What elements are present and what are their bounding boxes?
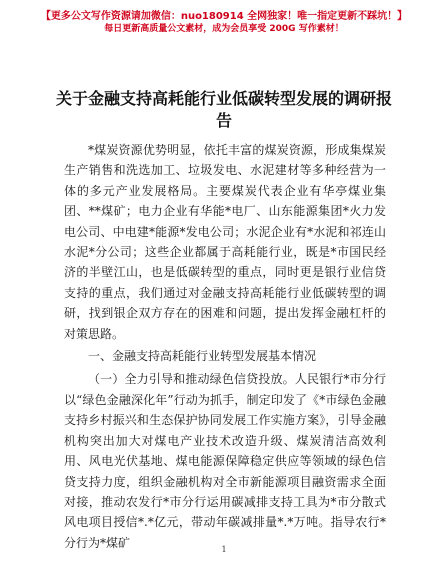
promo-banner-line-1: 【更多公文写作资源请加微信：nuo180914 全网独家！唯一指定更新不踩坑！】 bbox=[40, 11, 408, 22]
subsection-paragraph-1: （一）全力引导和推动绿色信贷投放。人民银行*市分行以“绿色金融深化年”行动为抓手，制定印发了《*市绿色金融支持乡村振兴和生态保护协同发展工作实施方案》，引导金融机构突出加大对煤电产业技术改造升级、煤炭清洁高效利用、风电光伏基地、煤电能源保障稳定供应等领域的绿色信贷支持力度，组织金融机构对全市新能源项目融资需求全面对接，推动农发行*市分行运用碳减排支持工具为*市分散式风电项目授信*.*亿元，带动年碳减排量*.*万吨。指导农行*分行为*煤矿 bbox=[64, 372, 386, 550]
document-title: 关于金融支持高耗能行业低碳转型发展的调研报告 bbox=[55, 89, 392, 130]
promo-banner bbox=[0, 10, 448, 35]
document-body bbox=[64, 140, 386, 553]
section-heading-1: 一、金融支持高耗能行业转型发展基本情况 bbox=[88, 349, 317, 364]
promo-banner-line-2: 每日更新高质量公文素材，成为会员享受 200G 写作素材！ bbox=[104, 24, 344, 34]
intro-paragraph: *煤炭资源优势明显，依托丰富的煤炭资源，形成集煤炭生产销售和洗选加工、垃圾发电、水泥建材等多种经营为一体的多元产业发展格局。主要煤炭代表企业有华亭煤业集团、**煤矿；电力企业有华能*电厂、山东能源集团*火力发电公司、中电建*能源*发电公司；水泥企业有*水泥和祁连山水泥*分公司；这些企业都属于高耗能行业，既是*市国民经济的半壁江山，也是低碳转型的重点，同时更是银行业信贷支持的重点，我们通过对金融支持高耗能行业低碳转型的调研，找到银企双方存在的困难和问题，提出发挥金融杠杆的对策思路。 bbox=[64, 143, 386, 341]
page-number: 1 bbox=[221, 545, 227, 554]
